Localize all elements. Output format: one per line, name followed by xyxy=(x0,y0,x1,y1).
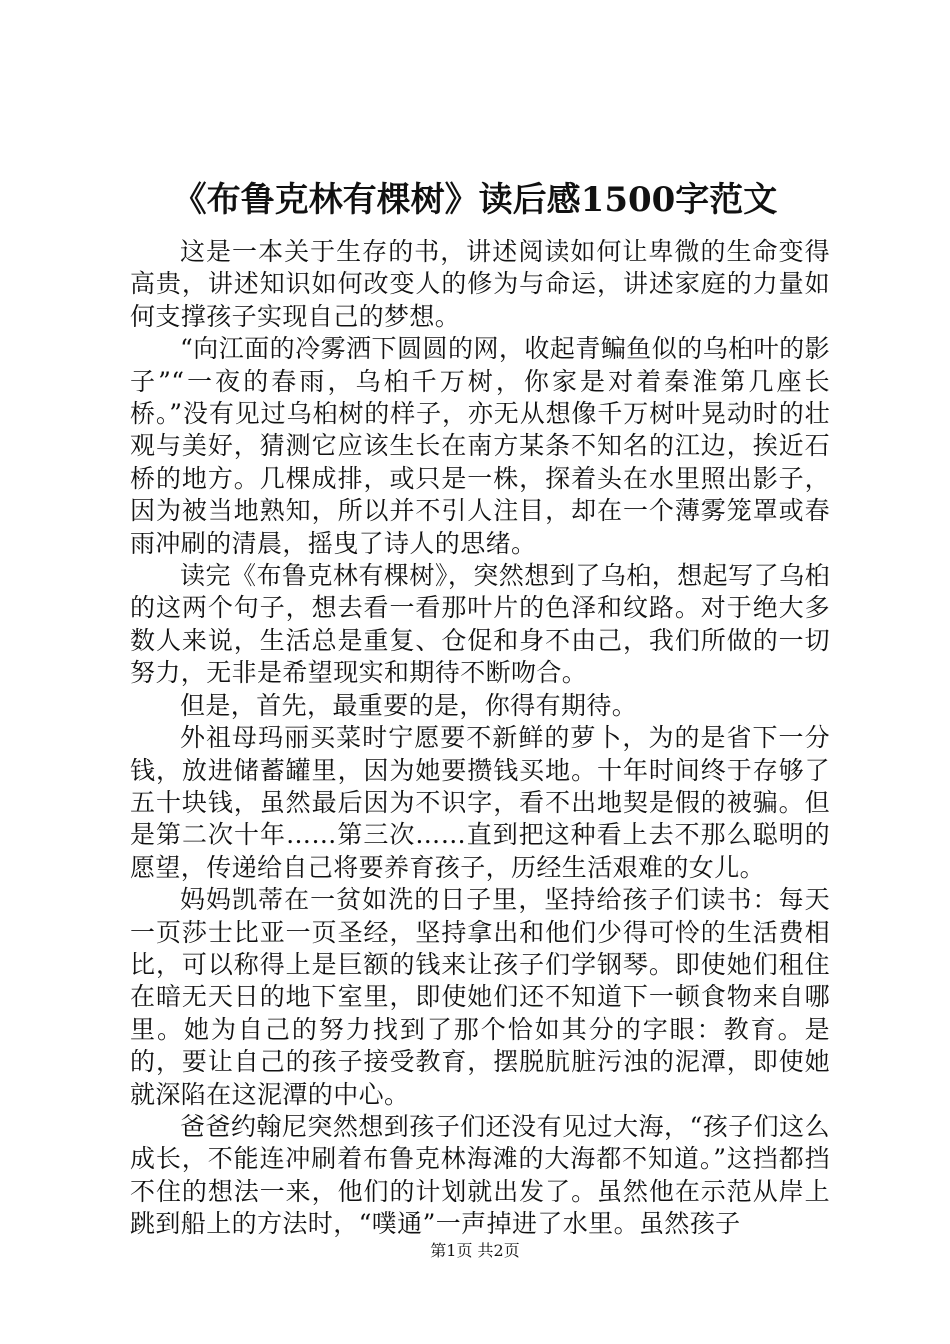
paragraph: 爸爸约翰尼突然想到孩子们还没有见过大海，“孩子们这么成长，不能连冲刷着布鲁克林海滩的大海都不知道。”这挡都挡不住的想法一来，他们的计划就出发了。虽然他在示范从岸上跳到船上的方法时，“噗通”一声掉进了水里。虽然孩子 xyxy=(130,1111,830,1239)
paragraph: 外祖母玛丽买菜时宁愿要不新鲜的萝卜，为的是省下一分钱，放进储蓄罐里，因为她要攒钱买地。十年时间终于存够了五十块钱，虽然最后因为不识字，看不出地契是假的被骗。但是第二次十年……第三次……直到把这种看上去不那么聪明的愿望，传递给自己将要养育孩子，历经生活艰难的女儿。 xyxy=(130,723,830,882)
paragraph: 读完《布鲁克林有棵树》，突然想到了乌桕，想起写了乌桕的这两个句子，想去看一看那叶片的色泽和纹路。对于绝大多数人来说，生活总是重复、仓促和身不由己，我们所做的一切努力，无非是希望现实和期待不断吻合。 xyxy=(130,561,830,688)
paragraph: “向江面的冷雾洒下圆圆的网，收起青鳊鱼似的乌桕叶的影子”“一夜的春雨，乌桕千万树，你家是对着秦淮第几座长桥。”没有见过乌桕树的样子，亦无从想像千万树叶晃动时的壮观与美好，猜测它应该生长在南方某条不知名的江边，挨近石桥的地方。几棵成排，或只是一株，探着头在水里照出影子，因为被当地熟知，所以并不引人注目，却在一个薄雾笼罩或春雨冲刷的清晨，摇曳了诗人的思绪。 xyxy=(130,334,830,558)
document-body xyxy=(130,236,830,1241)
document-title: 《布鲁克林有棵树》读后感1500字范文 xyxy=(172,180,778,220)
page-number-footer: 第1页 共2页 xyxy=(430,1241,520,1260)
paragraph: 这是一本关于生存的书，讲述阅读如何让卑微的生命变得高贵，讲述知识如何改变人的修为与命运，讲述家庭的力量如何支撑孩子实现自己的梦想。 xyxy=(130,237,830,331)
paragraph: 但是，首先，最重要的是，你得有期待。 xyxy=(180,690,638,720)
paragraph: 妈妈凯蒂在一贫如洗的日子里，坚持给孩子们读书：每天一页莎士比亚一页圣经，坚持拿出和他们少得可怜的生活费相比，可以称得上是巨额的钱来让孩子们学钢琴。即使她们租住在暗无天日的地下室里，即使她们还不知道下一顿食物来自哪里。她为自己的努力找到了那个恰如其分的字眼：教育。是的，要让自己的孩子接受教育，摆脱肮脏污浊的泥潭，即使她就深陷在这泥潭的中心。 xyxy=(130,885,830,1109)
